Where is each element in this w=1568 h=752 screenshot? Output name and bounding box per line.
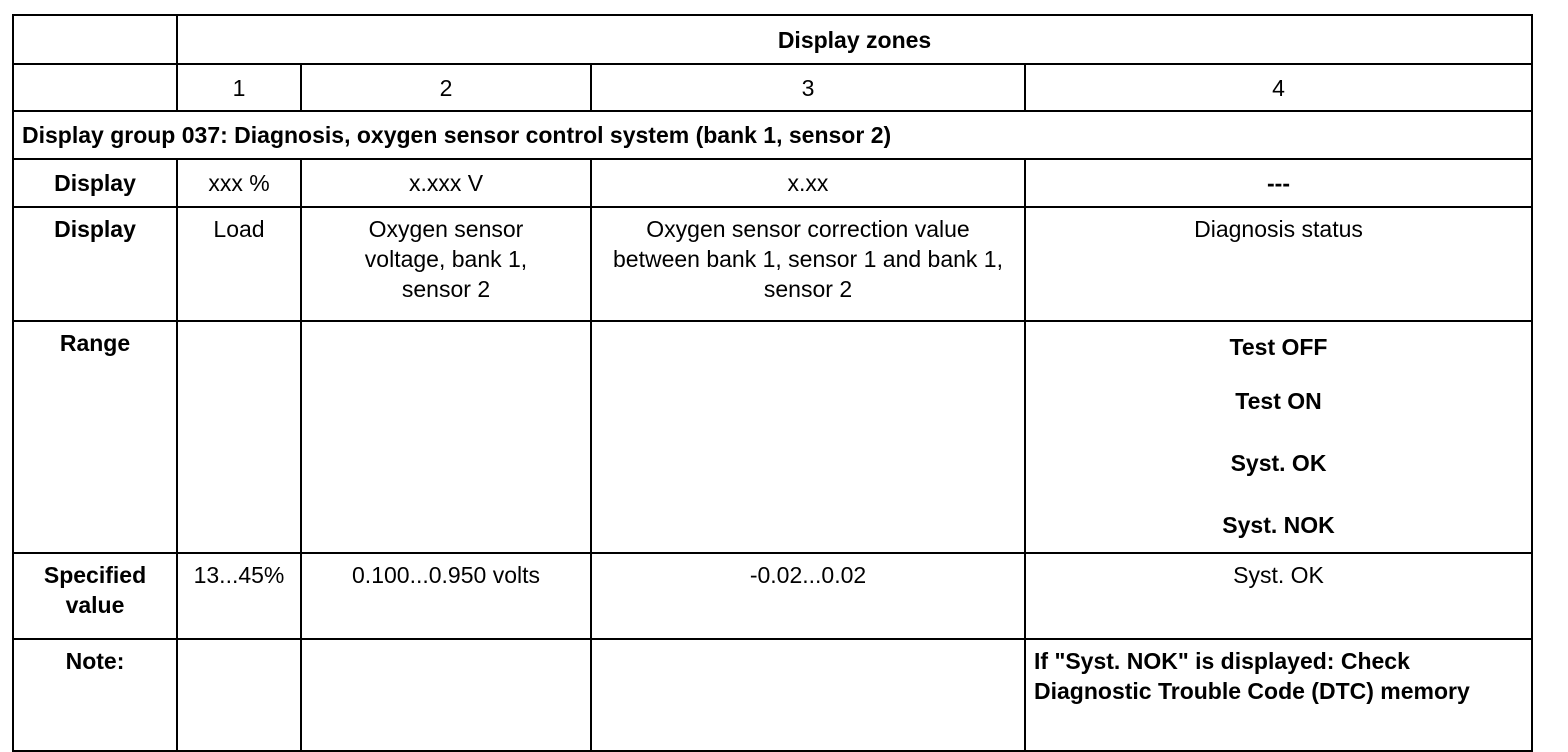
display-desc-zone-2: Oxygen sensor voltage, bank 1, sensor 2	[301, 207, 591, 321]
display-row-1	[13, 159, 1532, 207]
zone-number-4: 4	[1025, 64, 1532, 111]
range-status-list	[1032, 328, 1525, 540]
range-status-test-off: Test OFF	[1229, 334, 1328, 360]
note-zone-1	[177, 639, 301, 751]
range-row	[13, 321, 1532, 553]
display-value-zone-3: x.xx	[591, 159, 1025, 207]
zone-number-3: 3	[591, 64, 1025, 111]
range-status-syst-nok: Syst. NOK	[1222, 512, 1335, 538]
range-zone-2	[301, 321, 591, 553]
group-title-row	[13, 111, 1532, 159]
specified-value-zone-3: -0.02...0.02	[591, 553, 1025, 639]
group-title: Display group 037: Diagnosis, oxygen sensor control system (bank 1, sensor 2)	[13, 111, 1532, 159]
display-group-table	[12, 14, 1533, 752]
note-label: Note:	[13, 639, 177, 751]
display-desc-zone-3: Oxygen sensor correction value between bank 1, sensor 1 and bank 1, sensor 2	[591, 207, 1025, 321]
specified-value-row	[13, 553, 1532, 639]
range-label: Range	[13, 321, 177, 553]
note-zone-2	[301, 639, 591, 751]
note-zone-3	[591, 639, 1025, 751]
note-row	[13, 639, 1532, 751]
specified-value-zone-4: Syst. OK	[1025, 553, 1532, 639]
zone-number-2: 2	[301, 64, 591, 111]
display-value-zone-4: ---	[1025, 159, 1532, 207]
display-label-1: Display	[13, 159, 177, 207]
zone-number-label-cell	[13, 64, 177, 111]
range-status-test-on: Test ON	[1235, 388, 1322, 414]
display-value-zone-2: x.xxx V	[301, 159, 591, 207]
zone-number-row	[13, 64, 1532, 111]
specified-value-zone-1: 13...45%	[177, 553, 301, 639]
range-zone-1	[177, 321, 301, 553]
display-desc-zone-1: Load	[177, 207, 301, 321]
header-row	[13, 15, 1532, 64]
specified-value-label: Specified value	[13, 553, 177, 639]
display-desc-zone-4: Diagnosis status	[1025, 207, 1532, 321]
note-zone-4: If "Syst. NOK" is displayed: Check Diagnostic Trouble Code (DTC) memory	[1025, 639, 1532, 751]
display-zones-header: Display zones	[177, 15, 1532, 64]
corner-cell	[13, 15, 177, 64]
range-status-syst-ok: Syst. OK	[1230, 450, 1327, 476]
range-zone-4	[1025, 321, 1532, 553]
display-row-2	[13, 207, 1532, 321]
display-value-zone-1: xxx %	[177, 159, 301, 207]
specified-value-zone-2: 0.100...0.950 volts	[301, 553, 591, 639]
range-zone-3	[591, 321, 1025, 553]
zone-number-1: 1	[177, 64, 301, 111]
display-label-2: Display	[13, 207, 177, 321]
